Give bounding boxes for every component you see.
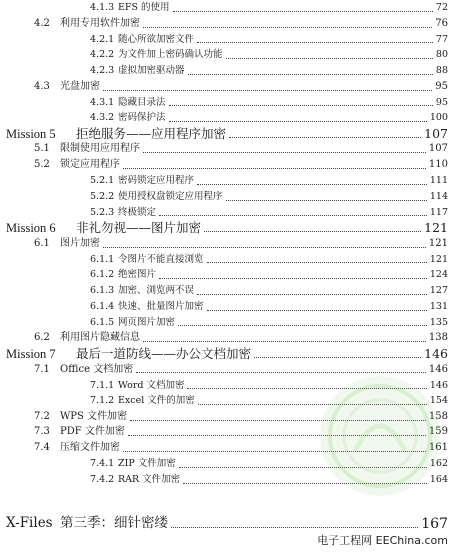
toc-entry-page-number: 80 [435,49,448,61]
toc-entry-number: 4.2.1 [90,33,115,45]
toc-entry-page-number: 76 [435,17,448,29]
toc-entry-page-number: 77 [435,33,448,45]
toc-entry-number: 6.1.1 [90,253,115,265]
toc-entry-title: RAR 文件加密 [118,473,181,485]
toc-leader-dots [229,136,421,138]
toc-leader-dots [136,371,426,373]
toc-entry-title: 利用专用软件加密 [60,17,140,29]
toc-leader-dots [143,151,426,153]
toc-entry-number: 6.1.2 [90,269,115,281]
toc-entry-title: 密码锁定应用程序 [118,175,195,187]
toc-entry-number: 4.1.3 [90,2,115,14]
footer-credit: 电子工程网 EEChina.com [317,534,448,547]
toc-entry-number: Mission 6 [6,220,56,235]
toc-entry-number: 5.2.1 [90,175,115,187]
toc-entry-title: 快速、批量图片加密 [118,300,204,312]
toc-entry-title: EFS 的使用 [118,2,170,14]
toc-entry-title: 令图片不能直接浏览 [118,253,204,265]
toc-entry-title: 随心所欲加密文件 [118,33,195,45]
toc-leader-dots [188,73,433,75]
toc-entry [0,157,454,173]
toc-entry [0,0,454,16]
toc-entry-title: Office 文档加密 [60,363,134,375]
toc-entry-title: 压缩文件加密 [60,442,120,454]
toc-entry-number: 4.3 [34,80,50,92]
toc-entry-number: Mission 5 [6,126,56,141]
toc-entry-title: 拒绝服务——应用程序加密 [76,125,227,141]
toc-entry-title: 光盘加密 [60,80,100,92]
toc-entry-title: 非礼勿视——图片加密 [76,219,202,235]
toc-entry-title: 虚拟加密驱动器 [118,65,185,77]
toc-entry-number: 5.2 [34,159,50,171]
toc-entry-title: PDF 文件加密 [60,426,125,438]
toc-entry-page-number: 154 [429,395,448,407]
toc-entry-number: 4.2 [34,17,50,29]
toc-entry [0,79,454,95]
toc-leader-dots [123,167,426,169]
toc-entry-title: 为文件加上密码确认功能 [118,49,223,61]
toc-entry [0,220,454,236]
toc-entry-page-number: 121 [429,253,448,265]
toc-entry [0,47,454,63]
toc-entry-number: 6.2 [34,332,50,344]
toc-entry [0,110,454,126]
toc-entry-page-number: 146 [428,363,448,375]
toc-entry [0,314,454,330]
toc-entry-title: 第三季：细针密缕 [60,515,168,532]
toc-entry-title: 加密、浏览两不误 [118,285,195,297]
toc-entry-title: Excel 文件的加密 [118,395,195,407]
toc-entry [0,236,454,252]
toc-leader-dots [169,104,433,106]
toc-entry-page-number: 95 [435,96,448,108]
toc-entry-title: 图片加密 [60,237,100,249]
toc-entry-number: 6.1.5 [90,316,115,328]
toc-entry [0,362,454,378]
toc-leader-dots [204,230,421,232]
toc-entry-number: 4.3.2 [90,112,115,124]
toc-leader-dots [171,526,418,528]
toc-entry-page-number: 88 [435,65,448,77]
toc-entry [0,299,454,315]
toc-entry-number: 4.2.2 [90,49,115,61]
toc-entry-number: 7.1.1 [90,379,115,391]
toc-entry [0,126,454,142]
toc-entry-page-number: 146 [429,379,448,391]
toc-entry [0,141,454,157]
toc-entry-number: 5.2.3 [90,206,115,218]
toc-entry [0,189,454,205]
toc-leader-dots [197,41,433,43]
toc-entry [0,516,454,532]
toc-leader-dots [143,340,426,342]
toc-entry-page-number: 167 [421,516,448,532]
toc-entry-title: 密码保护法 [118,112,166,124]
toc-entry-title: WPS 文件加密 [60,410,128,422]
toc-entry-page-number: 72 [435,2,448,14]
watermark-graphic [325,381,435,491]
toc-entry-number: 7.4 [34,442,50,454]
toc-entry-page-number: 161 [428,442,448,454]
toc-entry-page-number: 135 [429,316,448,328]
toc-entry-title: 终极锁定 [118,206,157,218]
toc-entry-page-number: 159 [428,426,448,438]
toc-leader-dots [169,120,427,122]
toc-entry-page-number: 117 [429,206,448,218]
toc-entry [0,204,454,220]
toc-entry-page-number: 146 [424,345,448,361]
toc-entry-page-number: 131 [429,300,448,312]
toc-entry-title: 利用图片隐藏信息 [60,332,140,344]
toc-leader-dots [103,246,426,248]
toc-entry-number: 4.2.3 [90,65,115,77]
toc-entry-title: 使用授权盘锁定应用程序 [118,190,223,202]
toc-entry-title: Word 文档加密 [118,379,185,391]
toc-entry [0,16,454,32]
toc-entry-number: 5.1 [34,143,50,155]
toc-entry-page-number: 107 [428,143,448,155]
toc-entry-page-number: 110 [428,159,448,171]
toc-entry-page-number: 164 [429,473,448,485]
toc-leader-dots [197,183,427,185]
watermark-logo [320,376,440,496]
toc-entry [0,252,454,268]
toc-entry-title: 锁定应用程序 [60,159,120,171]
toc-leader-dots [178,324,427,326]
toc-entry-number: 6.1.4 [90,300,115,312]
toc-leader-dots [103,89,432,91]
toc-entry-number: Mission 7 [6,346,56,361]
toc-entry-title: 隐藏目录法 [118,96,166,108]
toc-entry [0,94,454,110]
toc-entry-number: 6.1.3 [90,285,115,297]
toc-entry-page-number: 114 [429,190,448,202]
toc-entry-page-number: 158 [428,410,448,422]
toc-entry-title: 限制使用应用程序 [60,143,140,155]
toc-entry-number: 7.2 [34,410,50,422]
toc-entry-page-number: 124 [429,269,448,281]
toc-entry-page-number: 138 [428,332,448,344]
toc-entry-number: 7.1 [34,363,50,375]
toc-leader-dots [226,199,427,201]
toc-leader-dots [226,57,433,59]
toc-entry [0,283,454,299]
toc-entry-page-number: 100 [429,112,448,124]
toc-entry-page-number: 111 [429,175,448,187]
toc-leader-dots [143,26,432,28]
toc-entry-number: X-Files [6,515,53,532]
toc-entry-number: 7.1.2 [90,395,115,407]
toc-entry-number: 5.2.2 [90,190,115,202]
toc-entry [0,267,454,283]
toc-leader-dots [207,309,427,311]
toc-leader-dots [254,356,421,358]
toc-leader-dots [207,261,427,263]
toc-leader-dots [159,277,427,279]
toc-entry-page-number: 95 [435,80,448,92]
toc-entry-number: 6.1 [34,237,50,249]
toc-entry [0,31,454,47]
toc-entry [0,173,454,189]
toc-entry-title: 最后一道防线——办公文档加密 [76,345,252,361]
toc-leader-dots [173,10,433,12]
toc-entry-page-number: 162 [429,458,448,470]
toc-entry-number: 7.3 [34,426,50,438]
toc-entry [0,346,454,362]
toc-entry-title: ZIP 文件加密 [118,458,176,470]
toc-entry [0,330,454,346]
toc-entry-number: 7.4.2 [90,473,115,485]
toc-entry-page-number: 121 [424,219,448,235]
toc-entry-title: 网页图片加密 [118,316,176,328]
toc-entry-page-number: 121 [428,237,448,249]
toc-entry [0,63,454,79]
toc-entry-page-number: 107 [424,125,448,141]
toc-entry-page-number: 127 [429,285,448,297]
toc-entry-number: 4.3.1 [90,96,115,108]
toc-leader-dots [197,293,427,295]
toc-entry-number: 7.4.1 [90,458,115,470]
toc-leader-dots [159,214,427,216]
toc-entry-title: 绝密图片 [118,269,157,281]
